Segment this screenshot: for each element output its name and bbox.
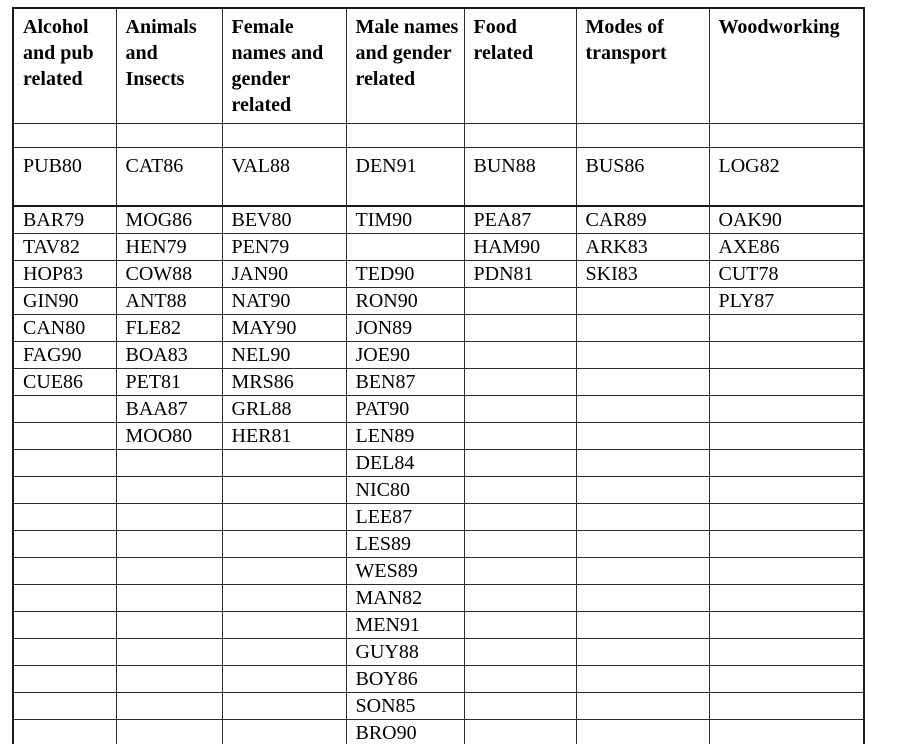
table-cell: CAN80 xyxy=(13,314,116,341)
column-header: Animals and Insects xyxy=(116,8,222,124)
table-cell: JOE90 xyxy=(346,341,464,368)
table-cell xyxy=(222,719,346,744)
table-cell: PDN81 xyxy=(464,260,576,287)
table-cell: FLE82 xyxy=(116,314,222,341)
table-cell: NEL90 xyxy=(222,341,346,368)
table-cell: BUN88 xyxy=(464,148,576,206)
table-row xyxy=(13,449,864,476)
table-cell xyxy=(13,449,116,476)
table-cell xyxy=(13,665,116,692)
table-cell xyxy=(576,530,709,557)
table-row xyxy=(13,287,864,314)
table-cell xyxy=(576,611,709,638)
table-cell xyxy=(709,719,864,744)
table-row xyxy=(13,611,864,638)
table-cell: FAG90 xyxy=(13,341,116,368)
table-cell: BRO90 xyxy=(346,719,464,744)
table-cell: BOY86 xyxy=(346,665,464,692)
table-cell xyxy=(464,395,576,422)
table-body xyxy=(13,124,864,744)
table-cell: MAN82 xyxy=(346,584,464,611)
table-cell xyxy=(576,395,709,422)
table-cell xyxy=(116,584,222,611)
table-cell xyxy=(464,638,576,665)
table-cell: JAN90 xyxy=(222,260,346,287)
table-cell: PUB80 xyxy=(13,148,116,206)
table-cell: MEN91 xyxy=(346,611,464,638)
table-cell xyxy=(13,611,116,638)
table-cell: CUE86 xyxy=(13,368,116,395)
table-cell: CAR89 xyxy=(576,206,709,234)
column-header: Woodworking xyxy=(709,8,864,124)
table-cell: BOA83 xyxy=(116,341,222,368)
table-cell: AXE86 xyxy=(709,233,864,260)
table-cell: PEN79 xyxy=(222,233,346,260)
table-cell: BAA87 xyxy=(116,395,222,422)
table-cell xyxy=(709,503,864,530)
table-cell: LEN89 xyxy=(346,422,464,449)
table-cell xyxy=(222,449,346,476)
table-cell: SON85 xyxy=(346,692,464,719)
table-cell xyxy=(576,368,709,395)
header-row xyxy=(13,8,864,124)
table-cell xyxy=(464,449,576,476)
table-row xyxy=(13,124,864,148)
table-cell: CUT78 xyxy=(709,260,864,287)
table-cell: HER81 xyxy=(222,422,346,449)
table-row xyxy=(13,233,864,260)
table-cell xyxy=(13,530,116,557)
table-cell: LOG82 xyxy=(709,148,864,206)
table-row xyxy=(13,368,864,395)
table-cell: MAY90 xyxy=(222,314,346,341)
table-cell xyxy=(13,422,116,449)
table-cell xyxy=(116,665,222,692)
table-row xyxy=(13,584,864,611)
table-cell xyxy=(709,449,864,476)
table-cell xyxy=(576,124,709,148)
table-cell: GUY88 xyxy=(346,638,464,665)
table-cell xyxy=(116,638,222,665)
table-header-row xyxy=(13,8,864,124)
table-cell: COW88 xyxy=(116,260,222,287)
table-cell xyxy=(464,287,576,314)
table-cell xyxy=(116,476,222,503)
table-cell: GIN90 xyxy=(13,287,116,314)
table-cell xyxy=(222,638,346,665)
table-row xyxy=(13,148,864,206)
table-cell: BUS86 xyxy=(576,148,709,206)
table-row xyxy=(13,530,864,557)
table-cell xyxy=(116,503,222,530)
table-cell xyxy=(464,611,576,638)
table-cell xyxy=(576,557,709,584)
table-cell xyxy=(709,341,864,368)
table-cell xyxy=(576,638,709,665)
table-cell: BEN87 xyxy=(346,368,464,395)
table-cell xyxy=(576,341,709,368)
table-cell: PLY87 xyxy=(709,287,864,314)
table-cell xyxy=(576,476,709,503)
table-cell xyxy=(464,503,576,530)
table-row xyxy=(13,503,864,530)
table-cell: ANT88 xyxy=(116,287,222,314)
table-cell: TED90 xyxy=(346,260,464,287)
table-cell: MOO80 xyxy=(116,422,222,449)
table-row xyxy=(13,665,864,692)
table-cell xyxy=(576,665,709,692)
table-row xyxy=(13,341,864,368)
table-cell xyxy=(116,530,222,557)
table-row xyxy=(13,692,864,719)
table-cell: DEN91 xyxy=(346,148,464,206)
table-cell: GRL88 xyxy=(222,395,346,422)
table-cell xyxy=(116,449,222,476)
table-cell xyxy=(116,719,222,744)
column-header: Female names and gender related xyxy=(222,8,346,124)
table-cell: SKI83 xyxy=(576,260,709,287)
table-cell: TIM90 xyxy=(346,206,464,234)
table-cell xyxy=(576,692,709,719)
table-cell xyxy=(13,584,116,611)
table-cell: BAR79 xyxy=(13,206,116,234)
table-cell xyxy=(709,530,864,557)
table-row xyxy=(13,395,864,422)
category-codes-table xyxy=(12,7,865,744)
table-cell xyxy=(709,395,864,422)
table-cell xyxy=(222,557,346,584)
table-cell xyxy=(576,719,709,744)
table-cell xyxy=(346,124,464,148)
table-cell xyxy=(222,692,346,719)
table-cell xyxy=(464,124,576,148)
table-cell: BEV80 xyxy=(222,206,346,234)
table-cell: VAL88 xyxy=(222,148,346,206)
table-cell: NAT90 xyxy=(222,287,346,314)
column-header: Modes of transport xyxy=(576,8,709,124)
table-cell: CAT86 xyxy=(116,148,222,206)
table-cell xyxy=(222,665,346,692)
table-cell xyxy=(116,611,222,638)
table-cell xyxy=(576,314,709,341)
table-cell: MOG86 xyxy=(116,206,222,234)
table-cell xyxy=(222,611,346,638)
column-header: Food related xyxy=(464,8,576,124)
table-cell: PET81 xyxy=(116,368,222,395)
table-cell xyxy=(116,692,222,719)
table-cell: NIC80 xyxy=(346,476,464,503)
table-cell xyxy=(222,124,346,148)
table-cell xyxy=(464,422,576,449)
column-header: Alcohol and pub related xyxy=(13,8,116,124)
table-cell xyxy=(116,124,222,148)
table-cell xyxy=(709,557,864,584)
table-cell xyxy=(464,719,576,744)
table-cell: TAV82 xyxy=(13,233,116,260)
table-cell xyxy=(116,557,222,584)
table-cell xyxy=(709,584,864,611)
table-cell xyxy=(464,692,576,719)
table-cell xyxy=(709,611,864,638)
table-cell xyxy=(13,395,116,422)
table-cell xyxy=(576,503,709,530)
table-cell xyxy=(13,557,116,584)
column-header: Male names and gender related xyxy=(346,8,464,124)
table-cell: OAK90 xyxy=(709,206,864,234)
table-cell xyxy=(464,341,576,368)
table-cell xyxy=(13,476,116,503)
table-cell: MRS86 xyxy=(222,368,346,395)
table-cell xyxy=(222,530,346,557)
table-cell xyxy=(576,449,709,476)
table-cell xyxy=(222,503,346,530)
table-cell xyxy=(709,124,864,148)
table-cell: DEL84 xyxy=(346,449,464,476)
table-cell xyxy=(576,287,709,314)
table-cell xyxy=(709,692,864,719)
table-cell xyxy=(13,692,116,719)
table-cell: HOP83 xyxy=(13,260,116,287)
table-cell xyxy=(709,476,864,503)
table-cell xyxy=(464,476,576,503)
table-row xyxy=(13,422,864,449)
table-row xyxy=(13,314,864,341)
table-cell xyxy=(464,665,576,692)
table-cell xyxy=(576,584,709,611)
table-cell xyxy=(13,638,116,665)
table-cell: LES89 xyxy=(346,530,464,557)
table-cell xyxy=(709,314,864,341)
table-cell xyxy=(464,530,576,557)
table-cell xyxy=(709,422,864,449)
table-cell: RON90 xyxy=(346,287,464,314)
table-cell: JON89 xyxy=(346,314,464,341)
table-cell xyxy=(464,557,576,584)
table-row xyxy=(13,719,864,744)
table-cell: LEE87 xyxy=(346,503,464,530)
table-cell: WES89 xyxy=(346,557,464,584)
table-cell xyxy=(464,584,576,611)
table-cell xyxy=(13,124,116,148)
table-cell xyxy=(464,368,576,395)
table-row xyxy=(13,638,864,665)
table-cell: HAM90 xyxy=(464,233,576,260)
table-row xyxy=(13,476,864,503)
table-row xyxy=(13,260,864,287)
table-cell: HEN79 xyxy=(116,233,222,260)
table-cell xyxy=(222,584,346,611)
table-cell: ARK83 xyxy=(576,233,709,260)
table-cell xyxy=(709,368,864,395)
table-row xyxy=(13,206,864,234)
table-cell xyxy=(464,314,576,341)
table-cell xyxy=(709,665,864,692)
table-cell: PEA87 xyxy=(464,206,576,234)
table-cell xyxy=(576,422,709,449)
table-cell: PAT90 xyxy=(346,395,464,422)
table-cell xyxy=(709,638,864,665)
table-cell xyxy=(346,233,464,260)
table-cell xyxy=(222,476,346,503)
table-cell xyxy=(13,719,116,744)
table-row xyxy=(13,557,864,584)
table-cell xyxy=(13,503,116,530)
